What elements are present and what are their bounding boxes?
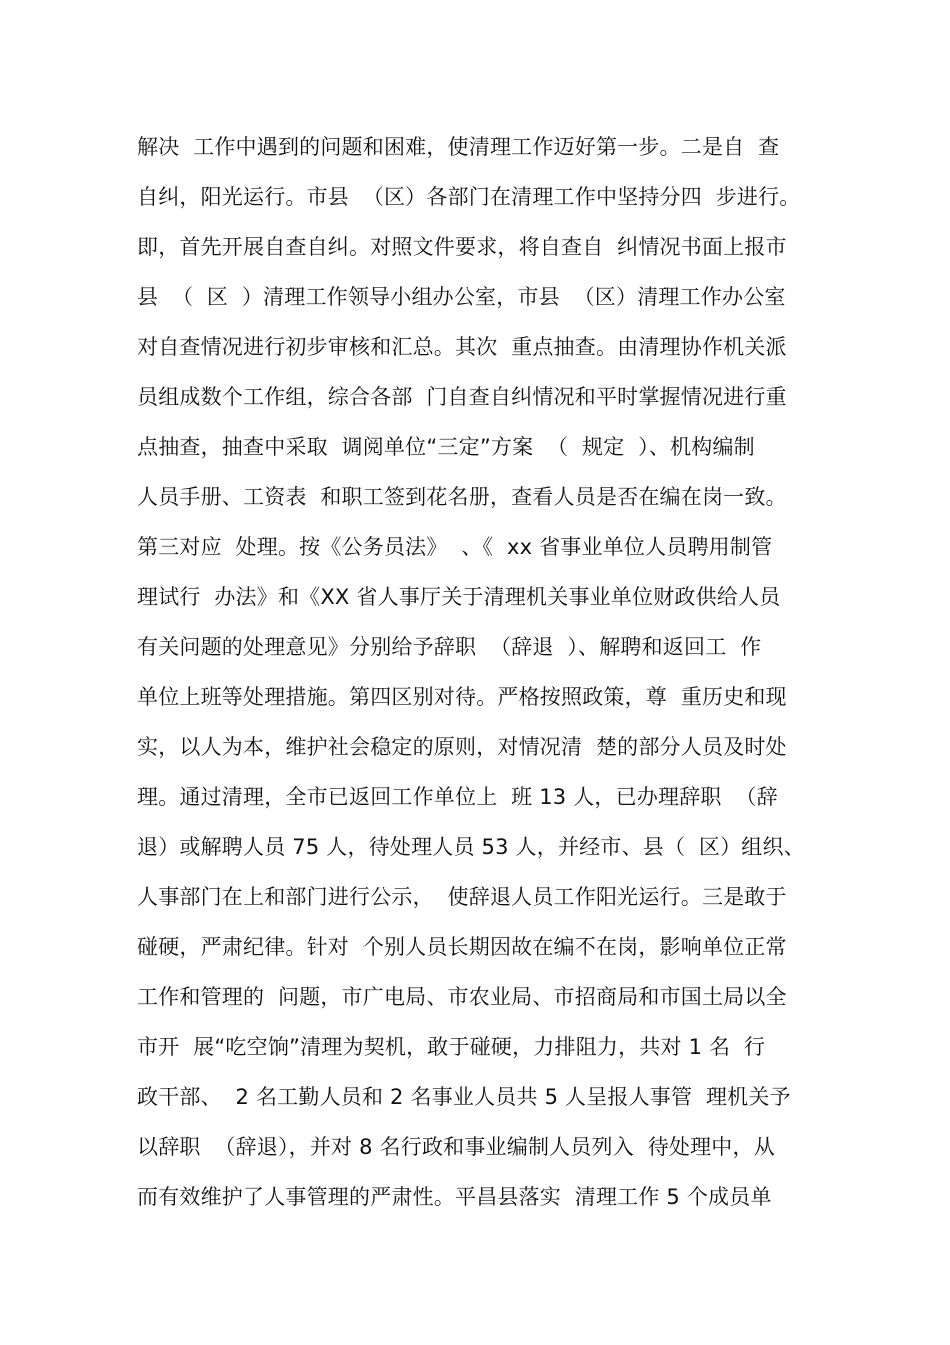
text-line-14: 理。通过清理，全市已返回工作单位上 班 13 人，已办理辞职 （辞 [137, 785, 778, 809]
text-line-13: 实，以人为本，维护社会稳定的原则，对情况清 楚的部分人员及时处 [137, 735, 787, 759]
text-line-12: 单位上班等处理措施。第四区别对待。严格按照政策，尊 重历史和现 [137, 685, 787, 709]
text-line-9: 第三对应 处理。按《公务员法》 、《 xx 省事业单位人员聘用制管 [137, 535, 773, 559]
text-line-4: 县 （ 区 ）清理工作领导小组办公室，市县 （区）清理工作办公室 [137, 285, 786, 309]
text-line-10: 理试行 办法》和《XX 省人事厅关于清理机关事业单位财政供给人员 [137, 585, 781, 609]
text-line-2: 自纠，阳光运行。市县 （区）各部门在清理工作中坚持分四 步进行。 [137, 185, 801, 209]
text-line-15: 退）或解聘人员 75 人，待处理人员 53 人，并经市、县（ 区）组织、 [137, 835, 805, 859]
text-line-7: 点抽查，抽查中采取 调阅单位“三定”方案 （ 规定 ）、机构编制 [137, 435, 755, 459]
text-line-16: 人事部门在上和部门进行公示， 使辞退人员工作阳光运行。三是敢于 [137, 885, 787, 909]
text-line-6: 员组成数个工作组，综合各部 门自查自纠情况和平时掌握情况进行重 [137, 385, 787, 409]
text-line-17: 碰硬，严肃纪律。针对 个别人员长期因故在编不在岗，影响单位正常 [137, 935, 787, 959]
text-line-5: 对自查情况进行初步审核和汇总。其次 重点抽查。由清理协作机关派 [137, 335, 787, 359]
text-line-1: 解决 工作中遇到的问题和困难，使清理工作迈好第一步。二是自 查 [137, 135, 780, 159]
text-line-8: 人员手册、工资表 和职工签到花名册，查看人员是否在编在岗一致。 [137, 485, 787, 509]
text-line-20: 政干部、 2 名工勤人员和 2 名事业人员共 5 人呈报人事管 理机关予 [137, 1085, 791, 1109]
text-line-22: 而有效维护了人事管理的严肃性。平昌县落实 清理工作 5 个成员单 [137, 1185, 772, 1209]
text-line-11: 有关问题的处理意见》分别给予辞职 （辞退 ）、解聘和返回工 作 [137, 635, 762, 659]
text-line-3: 即，首先开展自查自纠。对照文件要求，将自查自 纠情况书面上报市 [137, 235, 787, 259]
text-line-21: 以辞职 （辞退），并对 8 名行政和事业编制人员列入 待处理中，从 [137, 1135, 775, 1159]
body-text [137, 129, 827, 1229]
text-line-19: 市开 展“吃空饷”清理为契机，敢于碰硬，力排阻力，共对 1 名 行 [137, 1035, 766, 1059]
text-line-18: 工作和管理的 问题，市广电局、市农业局、市招商局和市国土局以全 [137, 985, 787, 1009]
